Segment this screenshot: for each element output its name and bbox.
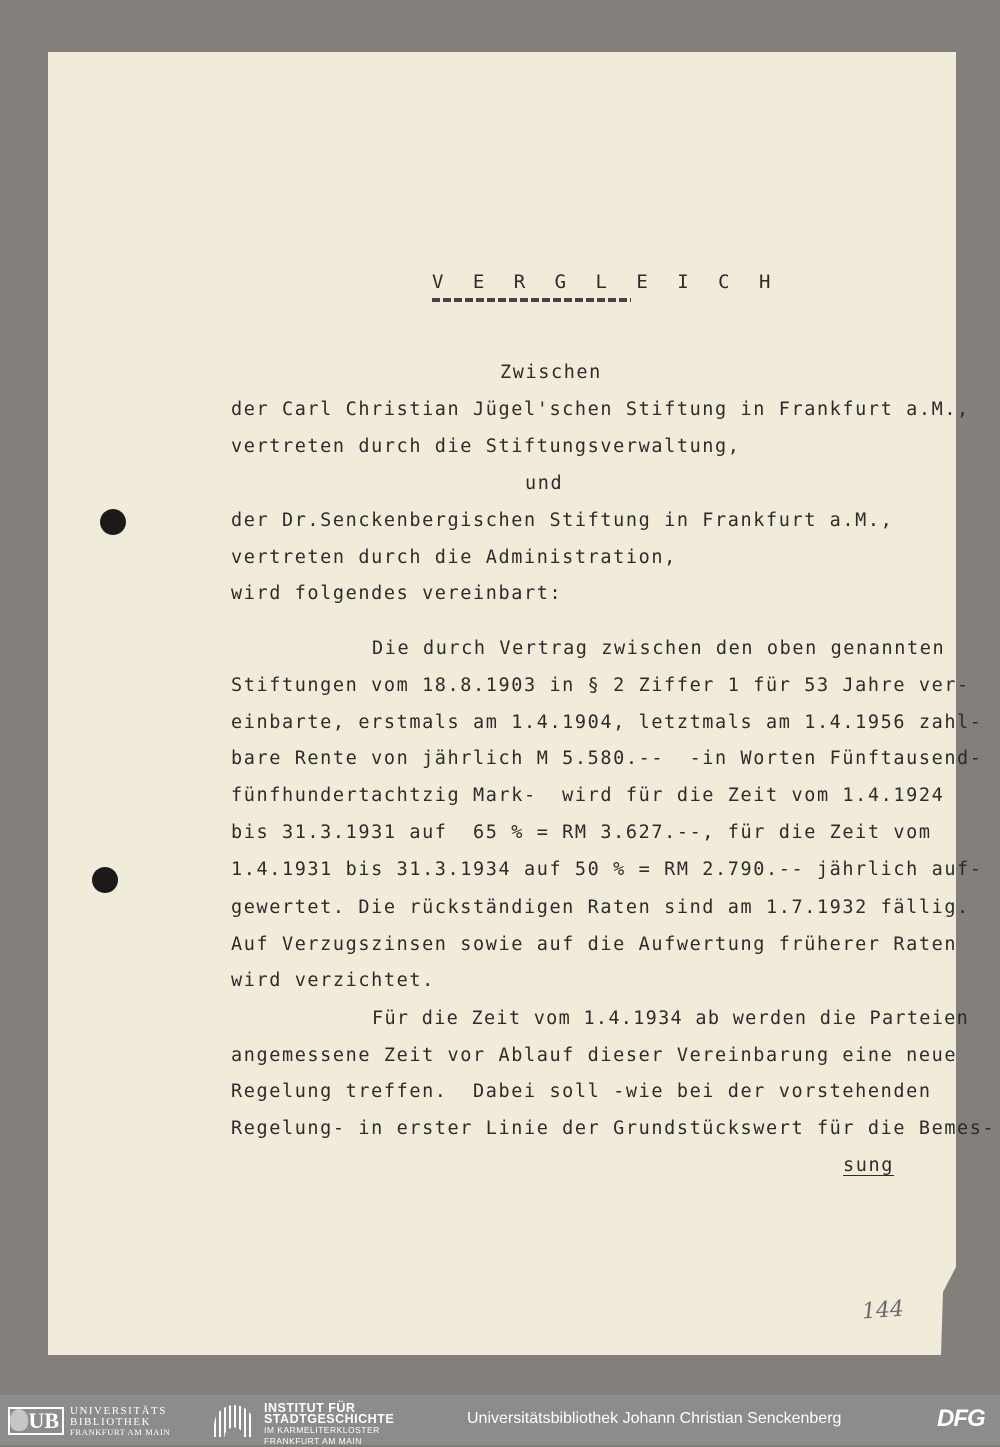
punch-hole-lower	[92, 867, 118, 893]
footer-bar	[0, 1395, 1000, 1445]
typed-line: bis 31.3.1931 auf 65 % = RM 3.627.--, für die Zeit vom	[231, 822, 932, 843]
typed-line: wird verzichtet.	[231, 970, 435, 991]
typed-line: gewertet. Die rückständigen Raten sind am 1.7.1932 fällig.	[231, 897, 970, 918]
typed-line: 1.4.1931 bis 31.3.1934 auf 50 % = RM 2.790.-- jährlich auf-	[231, 859, 983, 880]
typed-line: Stiftungen vom 18.8.1903 in § 2 Ziffer 1 für 53 Jahre ver-	[231, 675, 970, 696]
document-title: V E R G L E I C H	[432, 271, 780, 293]
isg-logo-line: FRANKFURT AM MAIN	[264, 1436, 362, 1446]
ub-logo[interactable]	[8, 1403, 198, 1437]
isg-logo-line: STADTGESCHICHTE	[264, 1412, 395, 1426]
dfg-logo[interactable]: DFG	[937, 1405, 985, 1432]
document-page	[48, 52, 956, 1355]
typed-line: Auf Verzugszinsen sowie auf die Aufwertung früherer Raten	[231, 934, 958, 955]
typed-line: vertreten durch die Stiftungsverwaltung,	[231, 436, 741, 457]
typed-line: fünfhundertachtzig Mark- wird für die Zeit vom 1.4.1924	[231, 785, 945, 806]
ub-logo-line: FRANKFURT AM MAIN	[70, 1427, 171, 1437]
footer-library-name: Universitätsbibliothek Johann Christian Senckenberg	[467, 1410, 842, 1427]
isg-logo[interactable]	[214, 1401, 404, 1446]
typed-line: der Carl Christian Jügel'schen Stiftung in Frankfurt a.M.,	[231, 399, 970, 420]
arch-icon	[214, 1405, 254, 1437]
typed-line: Für die Zeit vom 1.4.1934 ab werden die Parteien	[372, 1008, 970, 1029]
isg-logo-text	[264, 1403, 394, 1447]
typed-line: Regelung treffen. Dabei soll -wie bei der vorstehenden	[231, 1081, 932, 1102]
portrait-icon	[10, 1409, 28, 1431]
ub-logo-line: UNIVERSITÄTS	[70, 1405, 167, 1417]
isg-logo-line: IM KARMELITERKLOSTER	[264, 1425, 380, 1435]
ub-logo-mark: UB	[8, 1407, 64, 1435]
typed-line: bare Rente von jährlich M 5.580.-- -in Worten Fünftausend-	[231, 748, 983, 769]
typed-line: vertreten durch die Administration,	[231, 547, 677, 568]
typed-line: und	[525, 473, 564, 494]
typed-line: der Dr.Senckenbergischen Stiftung in Frankfurt a.M.,	[231, 510, 894, 531]
typed-line: wird folgendes vereinbart:	[231, 583, 563, 604]
pencil-folio-number: 144	[861, 1296, 905, 1325]
punch-hole-upper	[100, 509, 126, 535]
typed-line: Regelung- in erster Linie der Grundstückswert für die Bemes-	[231, 1118, 996, 1139]
typed-line: einbarte, erstmals am 1.4.1904, letztmals am 1.4.1956 zahl-	[231, 712, 983, 733]
isg-logo-line: INSTITUT FÜR	[264, 1401, 356, 1415]
typed-line: angemessene Zeit vor Ablauf dieser Vereinbarung eine neue	[231, 1045, 958, 1066]
typed-line: Zwischen	[500, 362, 602, 383]
catchword: sung	[843, 1155, 894, 1176]
typed-line: Die durch Vertrag zwischen den oben genannten	[372, 638, 946, 659]
ub-logo-line: BIBLIOTHEK	[70, 1415, 151, 1428]
ub-logo-text	[70, 1406, 170, 1438]
title-double-underline	[432, 296, 631, 302]
